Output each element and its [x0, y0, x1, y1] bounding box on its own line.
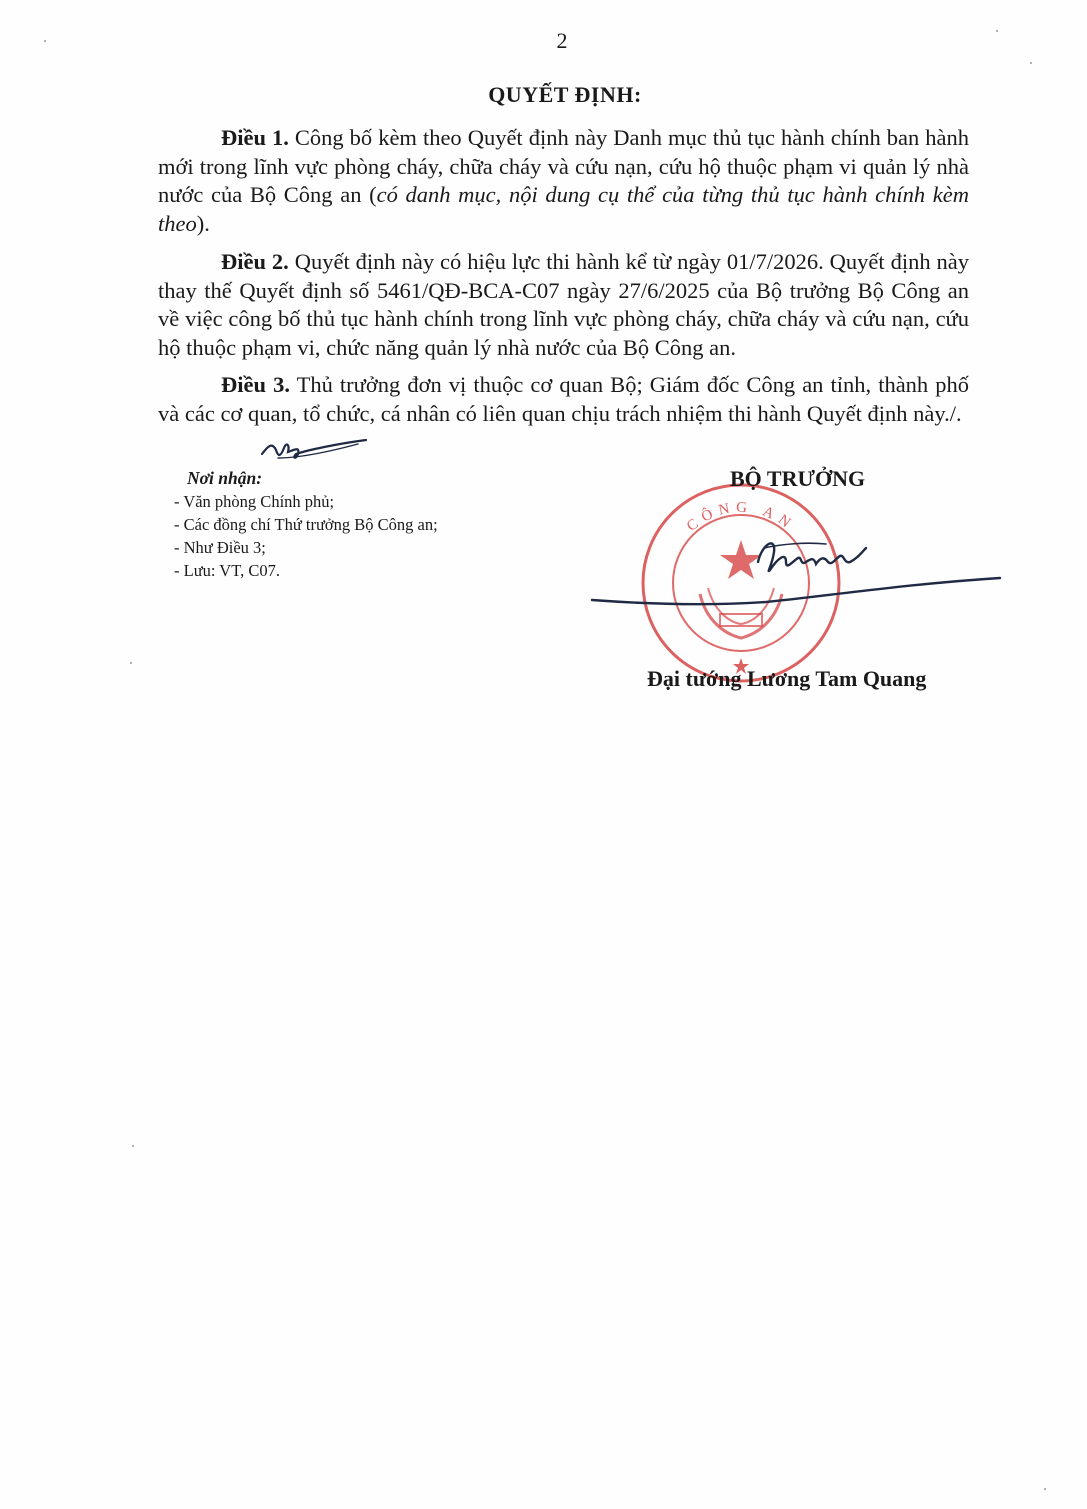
- recipient-item: - Như Điều 3;: [174, 538, 266, 557]
- scan-speck: [1030, 62, 1032, 64]
- article-2-text: Quyết định này có hiệu lực thi hành kể từ ngày 01/7/2026. Quyết định này thay thế Quyết định số 5461/QĐ-BCA-C07 ngày 27/6/2025 của Bộ trưởng Bộ Công an về việc công bố thủ tục hành chính trong lĩnh vực phòng cháy, chữa cháy và cứu nạn, cứu hộ thuộc phạm vi, chức năng quản lý nhà nước của Bộ Công an.: [158, 249, 969, 360]
- decision-heading: QUYẾT ĐỊNH:: [488, 82, 642, 107]
- scan-speck: [132, 1145, 134, 1147]
- article-1-text: Công bố kèm theo Quyết định này Danh mục thủ tục hành chính ban hành mới trong lĩnh vực phòng cháy, chữa cháy và cứu nạn, cứu hộ thuộc phạm vi quản lý nhà nước của Bộ Công an (: [158, 125, 969, 207]
- article-3: [158, 371, 969, 428]
- page-number: 2: [556, 28, 568, 53]
- recipient-item: - Các đồng chí Thứ trưởng Bộ Công an;: [174, 515, 438, 534]
- handwritten-signature: [586, 518, 1006, 618]
- article-1: [158, 124, 969, 238]
- recipient-item: - Lưu: VT, C07.: [174, 561, 280, 580]
- article-3-label: Điều 3.: [221, 372, 290, 397]
- article-1-italic: có danh mục, nội dung cụ thể của từng thủ tục hành chính kèm theo: [158, 182, 970, 236]
- scan-speck: [44, 40, 46, 42]
- signer-name: Đại tướng Lương Tam Quang: [647, 666, 927, 691]
- scan-speck: [1044, 1488, 1046, 1490]
- handwritten-initials: [258, 428, 370, 468]
- article-1-after: ).: [196, 210, 210, 236]
- recipients-title: Nơi nhận:: [187, 468, 263, 488]
- recipient-item: - Văn phòng Chính phủ;: [174, 492, 335, 511]
- scan-speck: [130, 662, 132, 664]
- article-3-text: Thủ trưởng đơn vị thuộc cơ quan Bộ; Giám đốc Công an tỉnh, thành phố và các cơ quan, tổ chức, cá nhân có liên quan chịu trách nhiệm thi hành Quyết định này./.: [158, 372, 970, 426]
- scan-speck: [996, 30, 998, 32]
- article-2: [158, 248, 969, 362]
- article-1-label: Điều 1.: [221, 125, 289, 150]
- svg-text:CÔNG AN: CÔNG AN: [683, 499, 798, 535]
- article-2-label: Điều 2.: [221, 249, 289, 274]
- recipients-block: [174, 467, 438, 582]
- signer-title: BỘ TRƯỞNG: [730, 466, 866, 491]
